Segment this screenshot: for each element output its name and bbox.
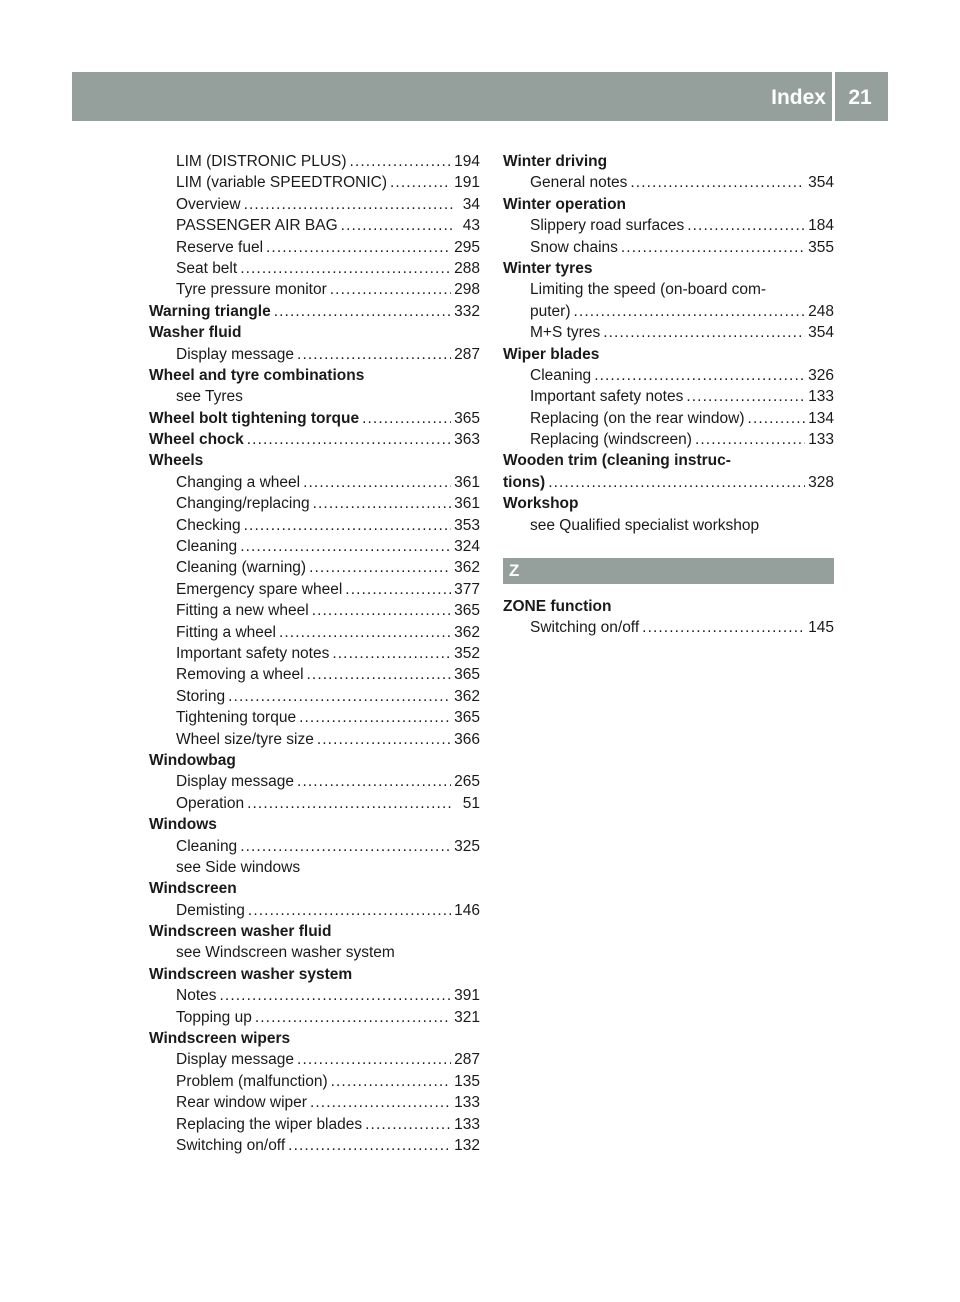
page-reference[interactable]: 287 xyxy=(454,1051,480,1069)
dot-leader xyxy=(686,386,805,407)
dot-leader xyxy=(603,322,805,343)
header-title: Index xyxy=(771,86,826,109)
page-reference[interactable]: 135 xyxy=(454,1072,480,1090)
entry-text: Cleaning (warning) xyxy=(176,559,307,577)
page-reference[interactable]: 133 xyxy=(454,1115,480,1133)
entry-text: Topping up xyxy=(176,1008,252,1026)
index-entry[interactable] xyxy=(149,408,480,429)
entry-text: Rear window wiper xyxy=(176,1094,307,1112)
entry-text: Overview xyxy=(176,195,241,213)
dot-leader xyxy=(695,429,805,450)
page-reference[interactable]: 132 xyxy=(454,1136,480,1154)
page-reference[interactable]: 194 xyxy=(454,153,480,170)
entry-text: Display message xyxy=(176,345,295,363)
index-subentry[interactable] xyxy=(149,793,480,814)
dot-leader xyxy=(317,729,451,750)
page-reference[interactable]: 324 xyxy=(454,538,480,556)
index-subentry xyxy=(149,386,480,407)
entry-text: Winter operation xyxy=(503,195,627,213)
index-entry xyxy=(149,322,480,343)
page-reference[interactable]: 377 xyxy=(454,580,480,598)
index-subentry[interactable] xyxy=(149,172,480,193)
entry-text: LIM (DISTRONIC PLUS) xyxy=(176,153,347,170)
index-subentry[interactable] xyxy=(503,429,834,450)
entry-text: see Tyres xyxy=(176,388,243,406)
dot-leader xyxy=(331,1071,452,1092)
page-reference[interactable]: 354 xyxy=(808,174,834,192)
entry-text: Changing a wheel xyxy=(176,473,301,491)
entry-text: Windscreen wipers xyxy=(149,1030,291,1048)
dot-leader xyxy=(240,536,451,557)
page-reference[interactable]: 145 xyxy=(808,619,834,637)
dot-leader xyxy=(220,985,452,1006)
page-reference[interactable]: 34 xyxy=(462,195,480,213)
page-reference[interactable]: 354 xyxy=(808,324,834,342)
entry-text: Tyre pressure monitor xyxy=(176,281,327,299)
page-reference[interactable]: 133 xyxy=(454,1094,480,1112)
dot-leader xyxy=(594,365,805,386)
entry-text: Snow chains xyxy=(530,238,618,256)
dot-leader xyxy=(266,237,451,258)
dot-leader xyxy=(621,237,805,258)
index-column-left xyxy=(149,151,480,1156)
index-subentry[interactable] xyxy=(149,622,480,643)
page-reference[interactable]: 191 xyxy=(454,174,480,192)
entry-text: Limiting the speed (on-board com- xyxy=(530,281,767,299)
index-subentry[interactable] xyxy=(149,151,480,172)
entry-text: tions) xyxy=(503,473,546,491)
dot-leader xyxy=(274,301,451,322)
index-entry xyxy=(149,921,480,942)
index-subentry xyxy=(503,515,834,536)
page-reference[interactable]: 361 xyxy=(454,495,480,513)
dot-leader xyxy=(307,664,452,685)
index-entry xyxy=(503,493,834,514)
index-subentry[interactable] xyxy=(149,600,480,621)
page-reference[interactable]: 287 xyxy=(454,345,480,363)
index-subentry[interactable] xyxy=(149,1071,480,1092)
header-divider xyxy=(832,72,835,121)
index-subentry[interactable] xyxy=(503,215,834,236)
entry-text: Notes xyxy=(176,987,217,1005)
page-reference[interactable]: 295 xyxy=(454,238,480,256)
dot-leader xyxy=(303,472,451,493)
entry-text: see Side windows xyxy=(176,858,301,876)
page-reference[interactable]: 184 xyxy=(808,217,834,235)
entry-text: Demisting xyxy=(176,901,245,919)
entry-text: Fitting a new wheel xyxy=(176,602,309,620)
entry-text: Important safety notes xyxy=(530,388,684,406)
dot-leader xyxy=(297,1049,451,1070)
index-subentry[interactable] xyxy=(503,365,834,386)
page-reference[interactable]: 362 xyxy=(454,687,480,705)
index-entry xyxy=(149,964,480,985)
entry-text: Tightening torque xyxy=(176,709,297,727)
index-entry[interactable] xyxy=(149,429,480,450)
entry-text: PASSENGER AIR BAG xyxy=(176,217,338,235)
index-subentry[interactable] xyxy=(149,579,480,600)
index-subentry[interactable] xyxy=(149,515,480,536)
dot-leader xyxy=(247,429,451,450)
entry-text: Washer fluid xyxy=(149,324,242,342)
index-subentry[interactable] xyxy=(149,536,480,557)
index-subentry[interactable] xyxy=(149,1092,480,1113)
page-reference[interactable]: 365 xyxy=(454,602,480,620)
entry-text: Operation xyxy=(176,794,245,812)
dot-leader xyxy=(240,258,451,279)
entry-text: Wiper blades xyxy=(503,345,600,363)
page-reference[interactable]: 298 xyxy=(454,281,480,299)
entry-text: Wheel and tyre combinations xyxy=(149,366,365,384)
entry-text: Problem (malfunction) xyxy=(176,1072,328,1090)
index-entry[interactable] xyxy=(503,472,834,493)
dot-leader xyxy=(313,493,452,514)
index-subentry[interactable] xyxy=(149,707,480,728)
page-reference[interactable]: 288 xyxy=(454,259,480,277)
index-subentry[interactable] xyxy=(149,900,480,921)
page-number: 21 xyxy=(848,86,872,109)
entry-text: LIM (variable SPEEDTRONIC) xyxy=(176,174,388,192)
entry-text: Winter tyres xyxy=(503,259,593,277)
index-subentry[interactable] xyxy=(149,493,480,514)
dot-leader xyxy=(630,172,805,193)
dot-leader xyxy=(244,515,452,536)
entry-text: Display message xyxy=(176,1051,295,1069)
index-subentry[interactable] xyxy=(149,1114,480,1135)
index-subentry[interactable] xyxy=(149,279,480,300)
entry-text: Winter driving xyxy=(503,153,608,170)
entry-text: Removing a wheel xyxy=(176,666,304,684)
dot-leader xyxy=(288,1135,451,1156)
entry-text: Replacing the wiper blades xyxy=(176,1115,363,1133)
dot-leader xyxy=(279,622,451,643)
entry-text: Windscreen xyxy=(149,880,237,898)
dot-leader xyxy=(350,151,452,172)
entry-text: Important safety notes xyxy=(176,644,330,662)
page-reference[interactable]: 365 xyxy=(454,666,480,684)
index-column-right xyxy=(503,151,834,639)
page-reference[interactable]: 353 xyxy=(454,516,480,534)
index-subentry xyxy=(503,279,834,300)
index-subentry xyxy=(149,857,480,878)
dot-leader xyxy=(687,215,805,236)
page-reference[interactable]: 365 xyxy=(454,709,480,727)
dot-leader xyxy=(365,1114,451,1135)
page-reference[interactable]: 391 xyxy=(454,987,480,1005)
entry-text: Windscreen washer system xyxy=(149,965,353,983)
index-subentry[interactable] xyxy=(503,617,834,638)
page-reference[interactable]: 265 xyxy=(454,773,480,791)
page-reference[interactable]: 133 xyxy=(808,431,834,449)
index-entry xyxy=(149,365,480,386)
index-subentry[interactable] xyxy=(149,344,480,365)
index-subentry[interactable] xyxy=(149,664,480,685)
entry-text: Workshop xyxy=(503,495,579,513)
index-entry xyxy=(149,1028,480,1049)
entry-text: Storing xyxy=(176,687,226,705)
page-reference[interactable]: 362 xyxy=(454,559,480,577)
entry-text: see Windscreen washer system xyxy=(176,944,395,962)
entry-text: Replacing (windscreen) xyxy=(530,431,692,449)
dot-leader xyxy=(299,707,451,728)
dot-leader xyxy=(297,771,451,792)
dot-leader xyxy=(362,408,451,429)
index-subentry[interactable] xyxy=(503,172,834,193)
index-subentry[interactable] xyxy=(149,557,480,578)
page-reference[interactable]: 134 xyxy=(808,409,834,427)
index-subentry[interactable] xyxy=(149,1049,480,1070)
dot-leader xyxy=(548,472,805,493)
index-subentry[interactable] xyxy=(149,985,480,1006)
index-entry xyxy=(503,258,834,279)
index-subentry[interactable] xyxy=(149,643,480,664)
entry-text: Windowbag xyxy=(149,751,236,769)
page-reference[interactable]: 352 xyxy=(454,644,480,662)
page-reference[interactable]: 362 xyxy=(454,623,480,641)
index-subentry[interactable] xyxy=(503,237,834,258)
page-reference[interactable]: 355 xyxy=(808,238,834,256)
dot-leader xyxy=(332,643,451,664)
index-entry[interactable] xyxy=(149,301,480,322)
entry-text: Windscreen washer fluid xyxy=(149,923,332,941)
index-entry xyxy=(149,878,480,899)
page-reference[interactable]: 361 xyxy=(454,473,480,491)
index-subentry[interactable] xyxy=(503,322,834,343)
index-entry xyxy=(149,814,480,835)
dot-leader xyxy=(297,344,451,365)
entry-text: Switching on/off xyxy=(176,1136,286,1154)
index-subentry[interactable] xyxy=(149,729,480,750)
dot-leader xyxy=(310,1092,451,1113)
entry-text: Slippery road surfaces xyxy=(530,217,685,235)
page-reference[interactable]: 51 xyxy=(462,794,480,812)
page-reference[interactable]: 363 xyxy=(454,431,480,449)
index-subentry[interactable] xyxy=(149,472,480,493)
entry-text: Cleaning xyxy=(176,538,238,556)
entry-text: Cleaning xyxy=(530,366,592,384)
dot-leader xyxy=(748,408,806,429)
dot-leader xyxy=(330,279,451,300)
page-reference[interactable]: 325 xyxy=(454,837,480,855)
dot-leader xyxy=(228,686,451,707)
entry-text: Switching on/off xyxy=(530,619,640,637)
dot-leader xyxy=(345,579,451,600)
entry-text: Wheel bolt tightening torque xyxy=(149,409,360,427)
dot-leader xyxy=(642,617,805,638)
dot-leader xyxy=(255,1007,451,1028)
index-subentry[interactable] xyxy=(149,237,480,258)
entry-text: General notes xyxy=(530,174,628,192)
page-reference[interactable]: 321 xyxy=(454,1008,480,1026)
page-reference[interactable]: 366 xyxy=(454,730,480,748)
entry-text: Warning triangle xyxy=(149,302,271,320)
index-entry xyxy=(149,750,480,771)
section-letter-header: Z xyxy=(503,558,834,584)
index-subentry[interactable] xyxy=(149,771,480,792)
dot-leader xyxy=(390,172,451,193)
page-reference[interactable]: 248 xyxy=(808,302,834,320)
entry-text: Replacing (on the rear window) xyxy=(530,409,745,427)
page-reference[interactable]: 365 xyxy=(454,409,480,427)
page-reference[interactable]: 332 xyxy=(454,302,480,320)
index-subentry[interactable] xyxy=(149,686,480,707)
index-entry xyxy=(503,151,834,172)
index-subentry[interactable] xyxy=(149,1007,480,1028)
dot-leader xyxy=(309,557,451,578)
index-entry xyxy=(503,596,834,617)
index-entry xyxy=(503,450,834,471)
index-subentry[interactable] xyxy=(149,1135,480,1156)
index-subentry[interactable] xyxy=(149,258,480,279)
entry-text: Checking xyxy=(176,516,241,534)
page-reference[interactable]: 146 xyxy=(454,901,480,919)
index-subentry[interactable] xyxy=(149,194,480,215)
entry-text: puter) xyxy=(530,302,571,320)
entry-text: Windows xyxy=(149,816,217,834)
page-reference[interactable]: 328 xyxy=(808,473,834,491)
entry-text: Display message xyxy=(176,773,295,791)
entry-text: Wheels xyxy=(149,452,204,470)
entry-text: Wheel chock xyxy=(149,431,244,449)
page-reference[interactable]: 133 xyxy=(808,388,834,406)
index-subentry[interactable] xyxy=(149,836,480,857)
dot-leader xyxy=(341,215,453,236)
dot-leader xyxy=(574,301,806,322)
entry-text: Changing/replacing xyxy=(176,495,310,513)
index-subentry[interactable] xyxy=(503,386,834,407)
entry-text: ZONE function xyxy=(503,598,612,616)
entry-text: Wooden trim (cleaning instruc- xyxy=(503,452,731,470)
dot-leader xyxy=(240,836,451,857)
index-entry xyxy=(503,344,834,365)
dot-leader xyxy=(248,900,451,921)
dot-leader xyxy=(247,793,453,814)
dot-leader xyxy=(244,194,453,215)
index-entry xyxy=(503,194,834,215)
entry-text: Emergency spare wheel xyxy=(176,580,343,598)
page-reference[interactable]: 43 xyxy=(462,217,480,235)
entry-text: Reserve fuel xyxy=(176,238,264,256)
entry-text: Seat belt xyxy=(176,259,238,277)
page-reference[interactable]: 326 xyxy=(808,366,834,384)
entry-text: M+S tyres xyxy=(530,324,601,342)
entry-text: Fitting a wheel xyxy=(176,623,276,641)
index-subentry[interactable] xyxy=(149,215,480,236)
index-subentry[interactable] xyxy=(503,408,834,429)
entry-text: see Qualified specialist workshop xyxy=(530,516,760,534)
index-subentry[interactable] xyxy=(503,301,834,322)
dot-leader xyxy=(312,600,451,621)
index-entry xyxy=(149,450,480,471)
entry-text: Cleaning xyxy=(176,837,238,855)
index-subentry xyxy=(149,942,480,963)
entry-text: Wheel size/tyre size xyxy=(176,730,314,748)
